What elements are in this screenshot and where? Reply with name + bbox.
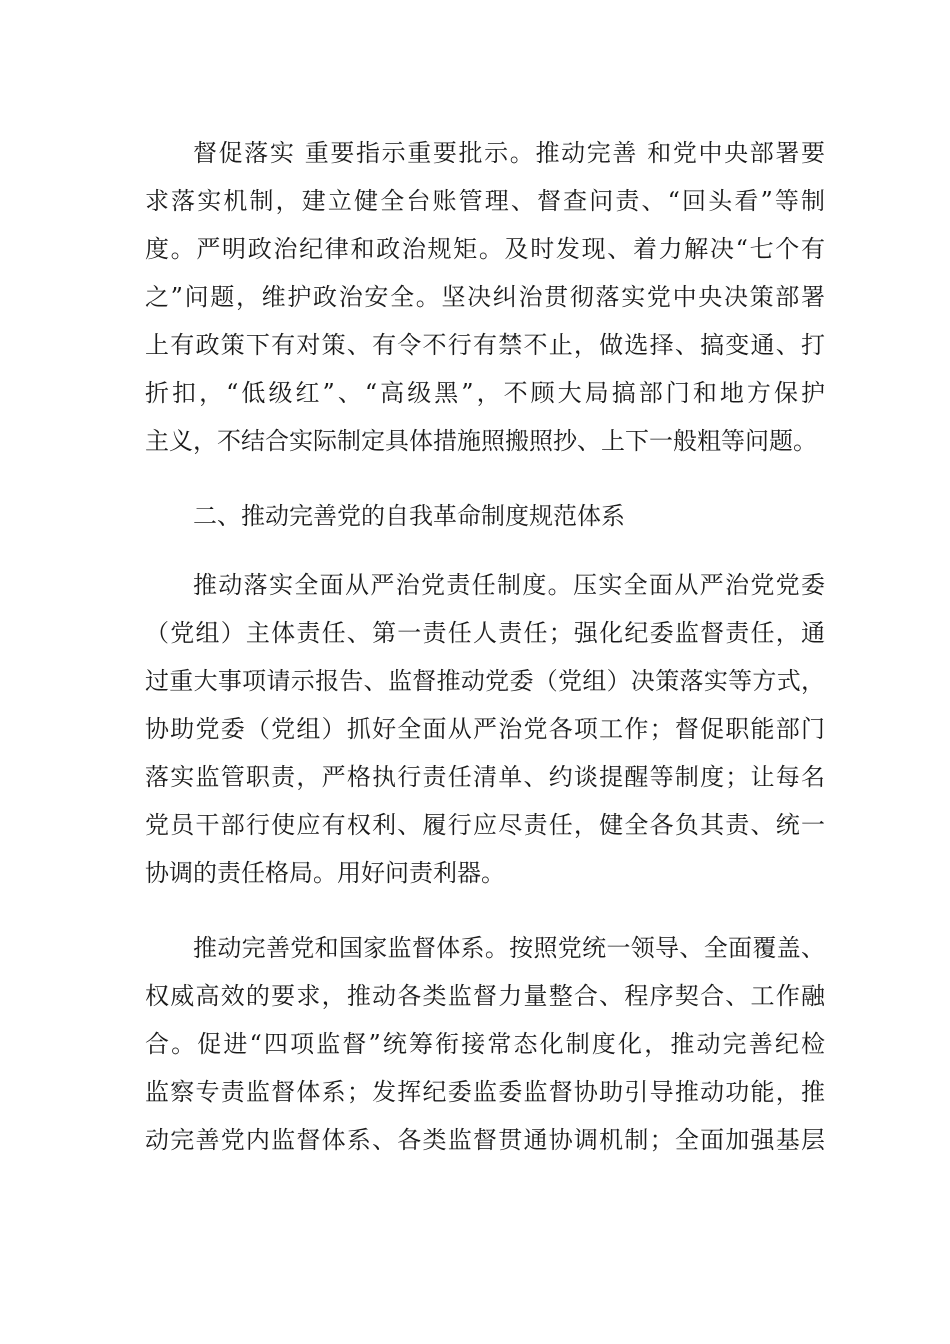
paragraph-1-line-1: 督促落实 重要指示重要批示。推动完善 和党中央部署要	[193, 139, 825, 167]
paragraph-2-line-5: 落实监管职责，严格执行责任清单、约谈提醒等制度；让每名	[145, 763, 825, 791]
paragraph-2-line-4: 协助党委（党组）抓好全面从严治党各项工作；督促职能部门	[145, 715, 825, 743]
paragraph-3-line-3: 合。促进“四项监督”统筹衔接常态化制度化，推动完善纪检	[145, 1030, 825, 1058]
paragraph-3-line-1: 推动完善党和国家监督体系。按照党统一领导、全面覆盖、	[193, 934, 825, 962]
paragraph-1-line-7: 主义，不结合实际制定具体措施照搬照抄、上下一般粗等问题。	[145, 427, 817, 455]
section-heading: 二、推动完善党的自我革命制度规范体系	[193, 502, 625, 530]
paragraph-2-line-2: （党组）主体责任、第一责任人责任；强化纪委监督责任，通	[145, 619, 825, 647]
paragraph-2-line-1: 推动落实全面从严治党责任制度。压实全面从严治党党委	[193, 571, 825, 599]
paragraph-1-line-6: 折扣，“低级红”、“高级黑”，不顾大局搞部门和地方保护	[145, 379, 825, 407]
paragraph-2-line-3: 过重大事项请示报告、监督推动党委（党组）决策落实等方式，	[145, 667, 825, 695]
paragraph-1-line-2: 求落实机制，建立健全台账管理、督查问责、“回头看”等制	[145, 187, 825, 215]
paragraph-3-line-5: 动完善党内监督体系、各类监督贯通协调机制；全面加强基层	[145, 1126, 825, 1154]
paragraph-2-line-7: 协调的责任格局。用好问责利器。	[145, 859, 505, 887]
paragraph-1-line-4: 之”问题，维护政治安全。坚决纠治贯彻落实党中央决策部署	[145, 283, 825, 311]
paragraph-3-line-4: 监察专责监督体系；发挥纪委监委监督协助引导推动功能，推	[145, 1078, 825, 1106]
paragraph-2-line-6: 党员干部行使应有权利、履行应尽责任，健全各负其责、统一	[145, 811, 825, 839]
paragraph-1-line-3: 度。严明政治纪律和政治规矩。及时发现、着力解决“七个有	[145, 235, 825, 263]
paragraph-1-line-5: 上有政策下有对策、有令不行有禁不止，做选择、搞变通、打	[145, 331, 825, 359]
paragraph-3-line-2: 权威高效的要求，推动各类监督力量整合、程序契合、工作融	[145, 982, 825, 1010]
